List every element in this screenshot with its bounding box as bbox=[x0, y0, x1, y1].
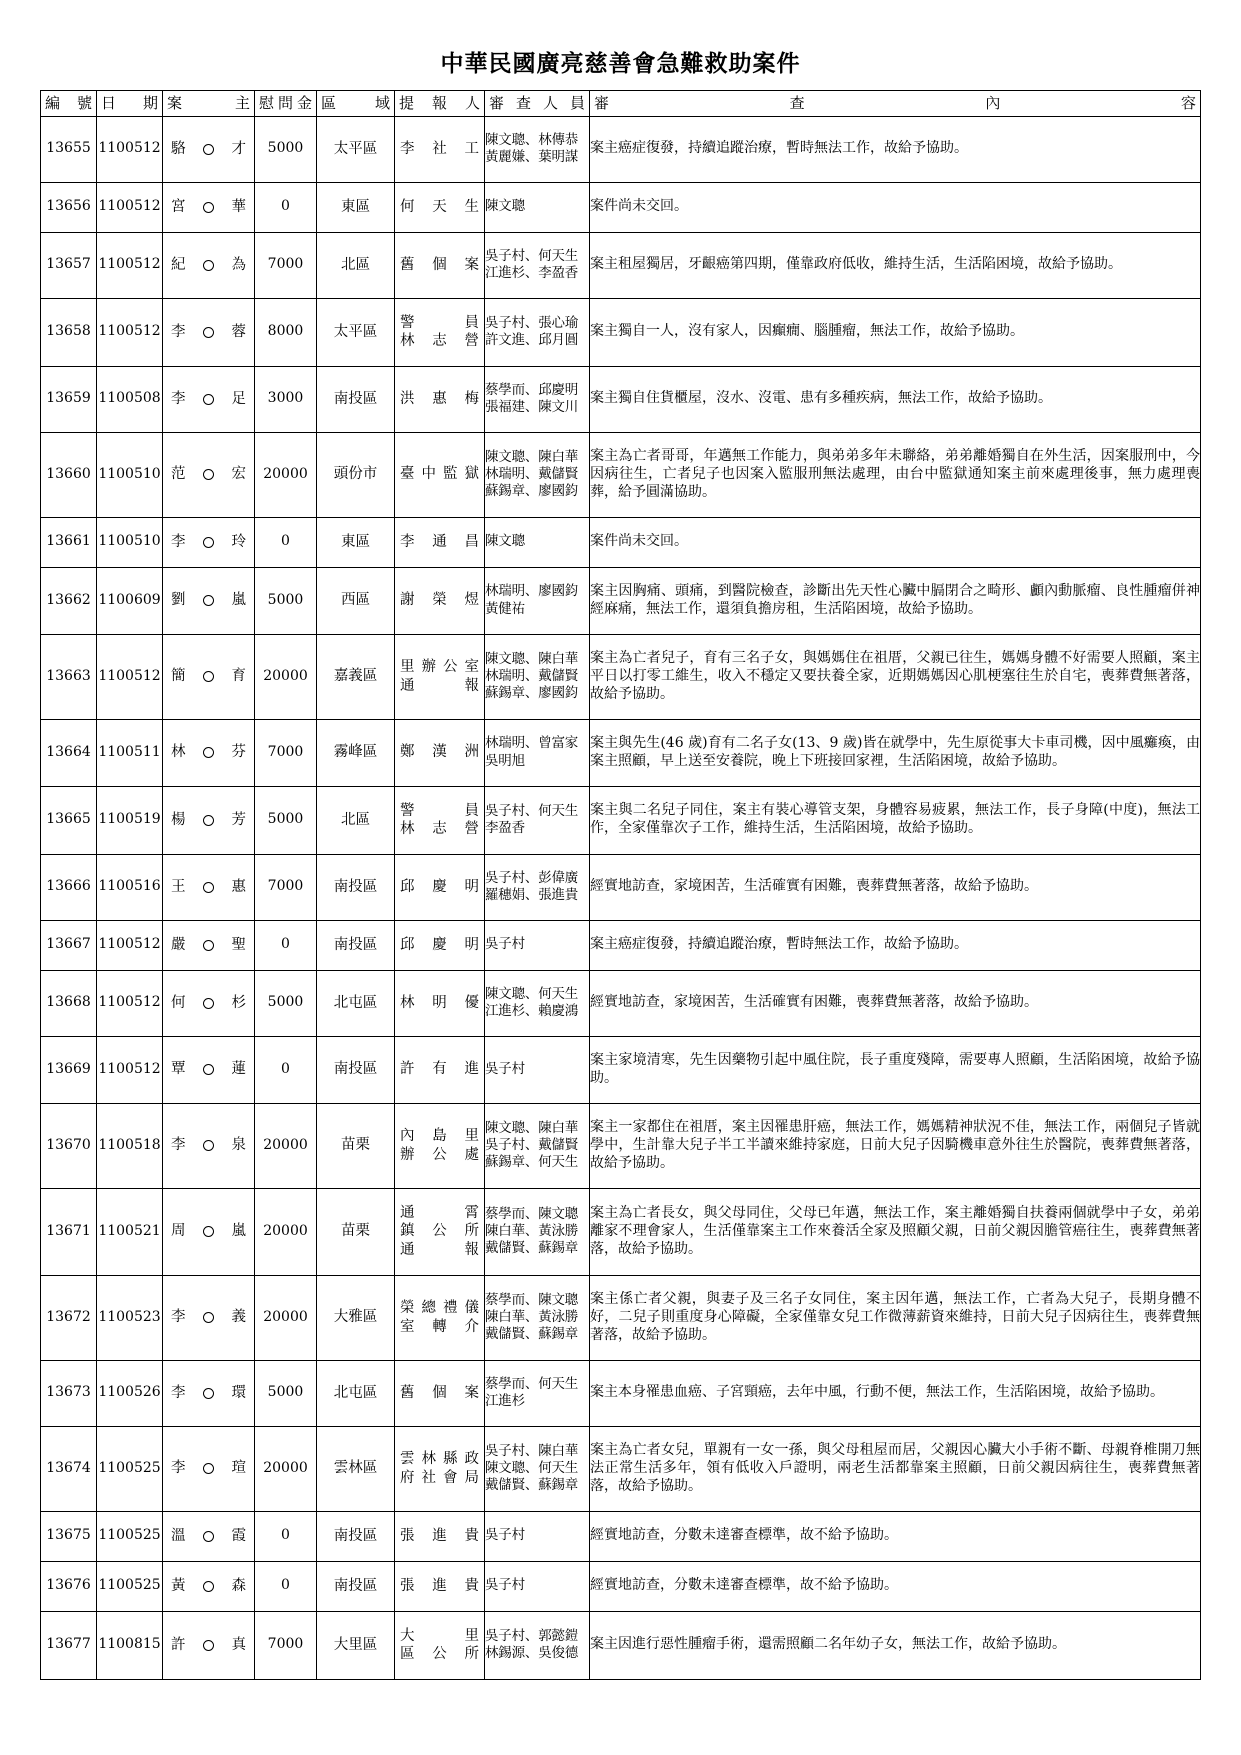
cell-content: 案主本身罹患血癌、子宮頸癌，去年中風，行動不便，無法工作，生活陷困境，故給予協助。 bbox=[590, 1360, 1201, 1426]
cell-name: 王 惠 bbox=[163, 854, 255, 920]
cell-content: 案主為亡者女兒，單親有一女一孫，與父母租屋而居，父親因心臟大小手術不斷、母親脊椎開刀無法正常生活多年，領有低收入戶證明，兩老生活都靠案主照顧，日前父親因病往生，喪葬費無著落，故給予協助。 bbox=[590, 1426, 1201, 1511]
cell-name: 林 芬 bbox=[163, 719, 255, 786]
cell-reporter: 洪 惠 梅 bbox=[395, 366, 485, 432]
cell-reporter: 通 霄 鎮 公 所 通 報 bbox=[395, 1188, 485, 1275]
table-row bbox=[41, 1275, 1201, 1360]
cell-content: 案主係亡者父親，與妻子及三名子女同住，案主因年邁，無法工作，亡者為大兒子，長期身體不好，二兒子則重度身心障礙，全家僅靠女兒工作微薄薪資來維持，日前大兒子因病往生，喪葬費無著落，故給予協助。 bbox=[590, 1275, 1201, 1360]
table-header bbox=[41, 90, 1201, 116]
cell-reporter: 何 天 生 bbox=[395, 182, 485, 232]
cell-date: 1100523 bbox=[97, 1275, 163, 1360]
column-header-date: 日 期 bbox=[97, 90, 163, 116]
cell-id: 13674 bbox=[41, 1426, 97, 1511]
cell-reviewers: 林瑞明、廖國鈞 黃健祐 bbox=[485, 567, 590, 634]
cell-date: 1100510 bbox=[97, 517, 163, 567]
cell-name: 簡 育 bbox=[163, 634, 255, 719]
table-row bbox=[41, 634, 1201, 719]
cell-reporter: 李 社 工 bbox=[395, 116, 485, 182]
cell-amount: 0 bbox=[255, 1036, 317, 1103]
table-body bbox=[41, 116, 1201, 1679]
table-row bbox=[41, 1360, 1201, 1426]
cell-id: 13677 bbox=[41, 1611, 97, 1679]
cell-amount: 20000 bbox=[255, 1275, 317, 1360]
cell-id: 13662 bbox=[41, 567, 97, 634]
table-row bbox=[41, 1511, 1201, 1561]
table-row bbox=[41, 719, 1201, 786]
cell-name: 李 蓉 bbox=[163, 298, 255, 366]
cell-reporter: 邱 慶 明 bbox=[395, 920, 485, 970]
cell-reviewers: 吳子村 bbox=[485, 920, 590, 970]
table-row bbox=[41, 1036, 1201, 1103]
cell-reviewers: 吳子村 bbox=[485, 1036, 590, 1103]
cell-reporter: 內 島 里 辦 公 處 bbox=[395, 1103, 485, 1188]
cell-name: 周 嵐 bbox=[163, 1188, 255, 1275]
table-row bbox=[41, 366, 1201, 432]
cell-amount: 7000 bbox=[255, 232, 317, 298]
cell-content: 案主癌症復發，持續追蹤治療，暫時無法工作，故給予協助。 bbox=[590, 116, 1201, 182]
table-row bbox=[41, 970, 1201, 1036]
cell-amount: 5000 bbox=[255, 567, 317, 634]
cell-region: 東區 bbox=[317, 517, 395, 567]
table-row bbox=[41, 1611, 1201, 1679]
cell-amount: 0 bbox=[255, 517, 317, 567]
cell-id: 13661 bbox=[41, 517, 97, 567]
cell-reviewers: 吳子村、何天生 江進杉、李盈香 bbox=[485, 232, 590, 298]
cell-amount: 7000 bbox=[255, 854, 317, 920]
cell-date: 1100512 bbox=[97, 634, 163, 719]
cell-date: 1100525 bbox=[97, 1511, 163, 1561]
cell-amount: 0 bbox=[255, 1511, 317, 1561]
cell-amount: 0 bbox=[255, 182, 317, 232]
cell-id: 13659 bbox=[41, 366, 97, 432]
cell-date: 1100512 bbox=[97, 182, 163, 232]
cell-name: 李 義 bbox=[163, 1275, 255, 1360]
cell-id: 13671 bbox=[41, 1188, 97, 1275]
cell-id: 13676 bbox=[41, 1561, 97, 1611]
table-row bbox=[41, 1426, 1201, 1511]
cell-region: 東區 bbox=[317, 182, 395, 232]
table-row bbox=[41, 1103, 1201, 1188]
case-table bbox=[40, 90, 1201, 1680]
cell-reviewers: 蔡學而、何天生 江進杉 bbox=[485, 1360, 590, 1426]
cell-content: 案主一家都住在祖厝，案主因罹患肝癌，無法工作，媽媽精神狀況不佳，無法工作，兩個兒子皆就學中，生計靠大兒子半工半讀來維持家庭，日前大兒子因騎機車意外往生於醫院，喪葬費無著落，故給予協助。 bbox=[590, 1103, 1201, 1188]
cell-amount: 20000 bbox=[255, 1103, 317, 1188]
cell-date: 1100519 bbox=[97, 786, 163, 854]
table-row bbox=[41, 182, 1201, 232]
cell-reporter: 謝 榮 煜 bbox=[395, 567, 485, 634]
header-row bbox=[41, 90, 1201, 116]
cell-name: 李 環 bbox=[163, 1360, 255, 1426]
table-row bbox=[41, 298, 1201, 366]
cell-id: 13675 bbox=[41, 1511, 97, 1561]
cell-reviewers: 蔡學而、陳文聰 陳白華、黃泳勝 戴儲賢、蘇錫章 bbox=[485, 1275, 590, 1360]
column-header-content: 審 查 內 容 bbox=[590, 90, 1201, 116]
column-header-reviewers: 審 查 人 員 bbox=[485, 90, 590, 116]
cell-name: 楊 芳 bbox=[163, 786, 255, 854]
cell-reviewers: 陳文聰 bbox=[485, 182, 590, 232]
cell-name: 劉 嵐 bbox=[163, 567, 255, 634]
table-row bbox=[41, 232, 1201, 298]
cell-amount: 7000 bbox=[255, 719, 317, 786]
cell-content: 案主為亡者長女，與父母同住，父母已年邁，無法工作，案主離婚獨自扶養兩個就學中子女，弟弟離家不理會家人，生活僅靠案主工作來養活全家及照顧父親，日前父親因膽管癌往生，喪葬費無著落，故給予協助。 bbox=[590, 1188, 1201, 1275]
cell-reviewers: 陳文聰、陳白華 林瑞明、戴儲賢 蘇錫章、廖國鈞 bbox=[485, 634, 590, 719]
table-row bbox=[41, 432, 1201, 517]
cell-content: 經實地訪查，分數未達審查標準，故不給予協助。 bbox=[590, 1561, 1201, 1611]
cell-content: 案件尚未交回。 bbox=[590, 182, 1201, 232]
cell-reporter: 張 進 貴 bbox=[395, 1561, 485, 1611]
cell-reporter: 舊 個 案 bbox=[395, 1360, 485, 1426]
cell-id: 13663 bbox=[41, 634, 97, 719]
cell-region: 北區 bbox=[317, 786, 395, 854]
cell-content: 案主為亡者哥哥，年邁無工作能力，與弟弟多年未聯絡，弟弟離婚獨自在外生活，因案服刑中，今因病往生，亡者兒子也因案入監服刑無法處理，由台中監獄通知案主前來處理後事，無力處理喪葬，給予圓滿協助。 bbox=[590, 432, 1201, 517]
cell-name: 范 宏 bbox=[163, 432, 255, 517]
cell-region: 太平區 bbox=[317, 116, 395, 182]
cell-reviewers: 陳文聰、林傳恭 黃麗嫌、葉明謀 bbox=[485, 116, 590, 182]
cell-region: 頭份市 bbox=[317, 432, 395, 517]
cell-reviewers: 林瑞明、曾富家 吳明旭 bbox=[485, 719, 590, 786]
table-row bbox=[41, 1561, 1201, 1611]
cell-content: 案主獨自一人，沒有家人，因癲癇、腦腫瘤，無法工作，故給予協助。 bbox=[590, 298, 1201, 366]
cell-id: 13673 bbox=[41, 1360, 97, 1426]
cell-region: 霧峰區 bbox=[317, 719, 395, 786]
cell-reviewers: 蔡學而、邱慶明 張福建、陳文川 bbox=[485, 366, 590, 432]
cell-date: 1100508 bbox=[97, 366, 163, 432]
cell-date: 1100512 bbox=[97, 970, 163, 1036]
cell-date: 1100512 bbox=[97, 920, 163, 970]
cell-content: 案主租屋獨居，牙齦癌第四期，僅靠政府低收，維持生活，生活陷困境，故給予協助。 bbox=[590, 232, 1201, 298]
cell-region: 南投區 bbox=[317, 1511, 395, 1561]
cell-amount: 7000 bbox=[255, 1611, 317, 1679]
cell-content: 案主家境清寒，先生因藥物引起中風住院，長子重度殘障，需要專人照顧，生活陷困境，故給予協助。 bbox=[590, 1036, 1201, 1103]
cell-region: 大里區 bbox=[317, 1611, 395, 1679]
cell-date: 1100518 bbox=[97, 1103, 163, 1188]
cell-name: 何 杉 bbox=[163, 970, 255, 1036]
cell-amount: 0 bbox=[255, 1561, 317, 1611]
cell-region: 西區 bbox=[317, 567, 395, 634]
cell-amount: 5000 bbox=[255, 1360, 317, 1426]
cell-name: 嚴 聖 bbox=[163, 920, 255, 970]
cell-reviewers: 吳子村 bbox=[485, 1511, 590, 1561]
table-row bbox=[41, 786, 1201, 854]
cell-region: 南投區 bbox=[317, 1036, 395, 1103]
cell-region: 南投區 bbox=[317, 854, 395, 920]
cell-reviewers: 陳文聰、何天生 江進杉、賴慶鴻 bbox=[485, 970, 590, 1036]
cell-region: 北屯區 bbox=[317, 1360, 395, 1426]
cell-region: 雲林區 bbox=[317, 1426, 395, 1511]
cell-content: 案主與二名兒子同住，案主有裝心導管支架，身體容易疲累，無法工作，長子身障(中度)，無法工作，全家僅靠次子工作，維持生活，生活陷困境，故給予協助。 bbox=[590, 786, 1201, 854]
cell-id: 13657 bbox=[41, 232, 97, 298]
cell-id: 13667 bbox=[41, 920, 97, 970]
cell-content: 經實地訪查，家境困苦，生活確實有困難，喪葬費無著落，故給予協助。 bbox=[590, 854, 1201, 920]
cell-reviewers: 吳子村、陳白華 陳文聰、何天生 戴儲賢、蘇錫章 bbox=[485, 1426, 590, 1511]
cell-amount: 5000 bbox=[255, 786, 317, 854]
cell-date: 1100510 bbox=[97, 432, 163, 517]
cell-reviewers: 蔡學而、陳文聰 陳白華、黃泳勝 戴儲賢、蘇錫章 bbox=[485, 1188, 590, 1275]
cell-content: 案主因進行惡性腫瘤手術，還需照顧二名年幼子女，無法工作，故給予協助。 bbox=[590, 1611, 1201, 1679]
cell-date: 1100525 bbox=[97, 1561, 163, 1611]
cell-reviewers: 陳文聰、陳白華 林瑞明、戴儲賢 蘇錫章、廖國鈞 bbox=[485, 432, 590, 517]
column-header-amount: 慰 問 金 bbox=[255, 90, 317, 116]
cell-id: 13656 bbox=[41, 182, 97, 232]
cell-content: 案主為亡者兒子，育有三名子女，與媽媽住在祖厝，父親已往生，媽媽身體不好需要人照顧，案主平日以打零工維生，收入不穩定又要扶養全家，近期媽媽因心肌梗塞往生於自宅，喪葬費無著落，故給予協助。 bbox=[590, 634, 1201, 719]
cell-reporter: 警 員 林 志 營 bbox=[395, 298, 485, 366]
cell-name: 覃 蓮 bbox=[163, 1036, 255, 1103]
cell-region: 大雅區 bbox=[317, 1275, 395, 1360]
cell-date: 1100609 bbox=[97, 567, 163, 634]
cell-reporter: 鄭 漢 洲 bbox=[395, 719, 485, 786]
cell-date: 1100516 bbox=[97, 854, 163, 920]
page-title: 中華民國廣亮慈善會急難救助案件 bbox=[440, 50, 801, 77]
cell-id: 13660 bbox=[41, 432, 97, 517]
cell-reporter: 許 有 進 bbox=[395, 1036, 485, 1103]
cell-id: 13664 bbox=[41, 719, 97, 786]
cell-date: 1100512 bbox=[97, 298, 163, 366]
cell-reporter: 警 員 林 志 營 bbox=[395, 786, 485, 854]
cell-amount: 20000 bbox=[255, 1188, 317, 1275]
cell-region: 南投區 bbox=[317, 920, 395, 970]
cell-amount: 20000 bbox=[255, 634, 317, 719]
cell-date: 1100512 bbox=[97, 116, 163, 182]
cell-region: 南投區 bbox=[317, 366, 395, 432]
table-row bbox=[41, 116, 1201, 182]
cell-id: 13669 bbox=[41, 1036, 97, 1103]
column-header-name: 案 主 bbox=[163, 90, 255, 116]
cell-name: 駱 才 bbox=[163, 116, 255, 182]
cell-amount: 3000 bbox=[255, 366, 317, 432]
cell-reporter: 大 里 區 公 所 bbox=[395, 1611, 485, 1679]
column-header-id: 編 號 bbox=[41, 90, 97, 116]
cell-amount: 5000 bbox=[255, 970, 317, 1036]
cell-content: 案主與先生(46 歲)育有二名子女(13、9 歲)皆在就學中，先生原從事大卡車司機，因中風癱瘓，由案主照顧，早上送至安養院，晚上下班接回家裡，生活陷困境，故給予協助。 bbox=[590, 719, 1201, 786]
cell-name: 李 足 bbox=[163, 366, 255, 432]
cell-name: 許 真 bbox=[163, 1611, 255, 1679]
cell-amount: 20000 bbox=[255, 1426, 317, 1511]
cell-reporter: 邱 慶 明 bbox=[395, 854, 485, 920]
cell-name: 黃 森 bbox=[163, 1561, 255, 1611]
table-row bbox=[41, 920, 1201, 970]
cell-content: 經實地訪查，家境困苦，生活確實有困難，喪葬費無著落，故給予協助。 bbox=[590, 970, 1201, 1036]
cell-reviewers: 吳子村、彭偉廣 羅穗娟、張進貴 bbox=[485, 854, 590, 920]
cell-id: 13666 bbox=[41, 854, 97, 920]
cell-name: 李 瑄 bbox=[163, 1426, 255, 1511]
cell-name: 李 泉 bbox=[163, 1103, 255, 1188]
cell-reviewers: 陳文聰 bbox=[485, 517, 590, 567]
cell-name: 溫 霞 bbox=[163, 1511, 255, 1561]
cell-reviewers: 吳子村 bbox=[485, 1561, 590, 1611]
cell-region: 嘉義區 bbox=[317, 634, 395, 719]
column-header-region: 區 域 bbox=[317, 90, 395, 116]
cell-region: 南投區 bbox=[317, 1561, 395, 1611]
cell-date: 1100511 bbox=[97, 719, 163, 786]
cell-amount: 0 bbox=[255, 920, 317, 970]
cell-reporter: 李 通 昌 bbox=[395, 517, 485, 567]
table-row bbox=[41, 854, 1201, 920]
cell-name: 紀 為 bbox=[163, 232, 255, 298]
cell-reviewers: 吳子村、張心瑜 許文進、邱月圓 bbox=[485, 298, 590, 366]
column-header-reporter: 提 報 人 bbox=[395, 90, 485, 116]
cell-reporter: 林 明 優 bbox=[395, 970, 485, 1036]
table-row bbox=[41, 1188, 1201, 1275]
cell-date: 1100526 bbox=[97, 1360, 163, 1426]
cell-content: 經實地訪查，分數未達審查標準，故不給予協助。 bbox=[590, 1511, 1201, 1561]
cell-reporter: 榮 總 禮 儀 室 轉 介 bbox=[395, 1275, 485, 1360]
cell-amount: 8000 bbox=[255, 298, 317, 366]
cell-reporter: 臺 中 監 獄 bbox=[395, 432, 485, 517]
cell-name: 李 玲 bbox=[163, 517, 255, 567]
cell-region: 苗栗 bbox=[317, 1103, 395, 1188]
cell-id: 13655 bbox=[41, 116, 97, 182]
cell-name: 宮 華 bbox=[163, 182, 255, 232]
cell-date: 1100512 bbox=[97, 1036, 163, 1103]
cell-reporter: 舊 個 案 bbox=[395, 232, 485, 298]
cell-reporter: 張 進 貴 bbox=[395, 1511, 485, 1561]
cell-reviewers: 陳文聰、陳白華 吳子村、戴儲賢 蘇錫章、何天生 bbox=[485, 1103, 590, 1188]
cell-region: 苗栗 bbox=[317, 1188, 395, 1275]
cell-content: 案主因胸痛、頭痛，到醫院檢查，診斷出先天性心臟中膈閉合之畸形、顱內動脈瘤、良性腫瘤併神經麻痛，無法工作，還須負擔房租，生活陷困境，故給予協助。 bbox=[590, 567, 1201, 634]
cell-reviewers: 吳子村、郭懿鎧 林錫源、吳俊德 bbox=[485, 1611, 590, 1679]
table-row bbox=[41, 567, 1201, 634]
cell-content: 案主獨自住貨櫃屋，沒水、沒電、患有多種疾病，無法工作，故給予協助。 bbox=[590, 366, 1201, 432]
table-row bbox=[41, 517, 1201, 567]
cell-amount: 20000 bbox=[255, 432, 317, 517]
cell-region: 太平區 bbox=[317, 298, 395, 366]
cell-region: 北屯區 bbox=[317, 970, 395, 1036]
cell-id: 13658 bbox=[41, 298, 97, 366]
cell-region: 北區 bbox=[317, 232, 395, 298]
cell-amount: 5000 bbox=[255, 116, 317, 182]
cell-content: 案主癌症復發，持續追蹤治療，暫時無法工作，故給予協助。 bbox=[590, 920, 1201, 970]
cell-date: 1100525 bbox=[97, 1426, 163, 1511]
cell-id: 13668 bbox=[41, 970, 97, 1036]
cell-id: 13665 bbox=[41, 786, 97, 854]
cell-date: 1100521 bbox=[97, 1188, 163, 1275]
cell-reporter: 雲 林 縣 政 府 社 會 局 bbox=[395, 1426, 485, 1511]
cell-id: 13672 bbox=[41, 1275, 97, 1360]
cell-date: 1100815 bbox=[97, 1611, 163, 1679]
cell-id: 13670 bbox=[41, 1103, 97, 1188]
cell-reviewers: 吳子村、何天生 李盈香 bbox=[485, 786, 590, 854]
cell-content: 案件尚未交回。 bbox=[590, 517, 1201, 567]
cell-date: 1100512 bbox=[97, 232, 163, 298]
cell-reporter: 里 辦 公 室 通 報 bbox=[395, 634, 485, 719]
